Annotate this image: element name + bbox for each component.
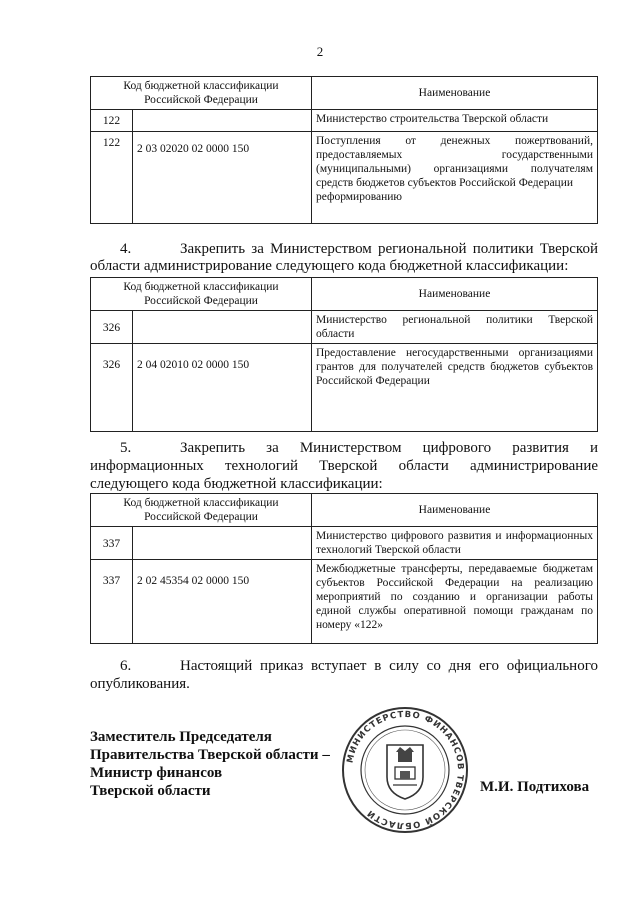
name-cell: Межбюджетные трансферты, передаваемые бюджетам субъектов Российской Федерации на реализацию мероприятий по созданию и организации работы единой службы оперативной помощи гражданам по номеру «122» [312,560,598,644]
name-cell: Министерство региональной политики Тверской области [312,311,598,344]
name-cell: Предоставление негосударственными организациями грантов для получателей средств бюджетов субъектов Российской Федерации [312,344,598,432]
code-header: Код бюджетной классификации Российской Федерации [91,494,312,527]
signatory-title [90,728,330,800]
paragraph-5-cont2 [90,476,598,493]
name-header: Наименование [312,278,598,311]
paragraph-5 [90,440,598,457]
signatory-line: Министр финансов [90,765,223,781]
budget-code [133,527,312,560]
code-header: Код бюджетной классификации Российской Федерации [91,278,312,311]
paragraph-4 [90,241,598,258]
paragraph-text: области администрирование следующего кода бюджетной классификации: [90,258,569,274]
signatory-line: Правительства Тверской области – [90,747,330,763]
paragraph-number: 5. [120,440,132,456]
classification-table-3 [90,493,598,644]
name-text: Поступления от денежных пожертвований, предоставляемых государственными (муниципальными) организациями получателям средств бюджетов субъектов Российской Федерации [316,135,593,189]
budget-code [133,311,312,344]
budget-code [133,110,312,132]
name-header: Наименование [312,77,598,110]
paragraph-6-cont [90,676,598,693]
paragraph-6 [90,658,598,675]
paragraph-text: Закрепить за Министерством цифрового развития и [180,440,598,456]
name-header: Наименование [312,494,598,527]
paragraph-text: следующего кода бюджетной классификации: [90,476,383,492]
paragraph-number: 6. [120,658,132,674]
paragraph-5-cont [90,458,598,475]
classification-table-2 [90,277,598,432]
name-cell: Министерство строительства Тверской области [312,110,598,132]
paragraph-text: информационных технологий Тверской области администрирование [90,458,598,474]
paragraph-number: 4. [120,241,132,257]
signatory-line: Тверской области [90,783,211,799]
svg-text:МИНИСТЕРСТВО ФИНАНСОВ ТВЕРСКОЙ [345,710,465,830]
admin-code: 122 [91,132,133,224]
paragraph-text: Настоящий приказ вступает в силу со дня его официального [180,658,598,674]
admin-code: 326 [91,344,133,432]
coat-of-arms-icon [387,745,423,799]
admin-code: 326 [91,311,133,344]
paragraph-4-cont [90,258,598,275]
signatory-line: Заместитель Председателя [90,729,272,745]
page-number: 2 [316,44,324,59]
paragraph-text: опубликования. [90,676,190,692]
name-cell: Министерство цифрового развития и информационных технологий Тверской области [312,527,598,560]
budget-code: 2 03 02020 02 0000 150 [133,132,312,224]
admin-code: 337 [91,527,133,560]
official-seal [340,705,470,835]
admin-code: 337 [91,560,133,644]
name-text-extra: реформированию [316,191,402,203]
name-cell [312,132,598,224]
budget-code: 2 02 45354 02 0000 150 [133,560,312,644]
seal-text: МИНИСТЕРСТВО ФИНАНСОВ ТВЕРСКОЙ ОБЛАСТИ [345,709,466,831]
budget-code: 2 04 02010 02 0000 150 [133,344,312,432]
signatory-name: М.И. Подтихова [480,779,590,795]
code-header: Код бюджетной классификации Российской Федерации [91,77,312,110]
classification-table-1 [90,76,598,224]
paragraph-text: Закрепить за Министерством региональной политики Тверской [180,241,598,257]
admin-code: 122 [91,110,133,132]
